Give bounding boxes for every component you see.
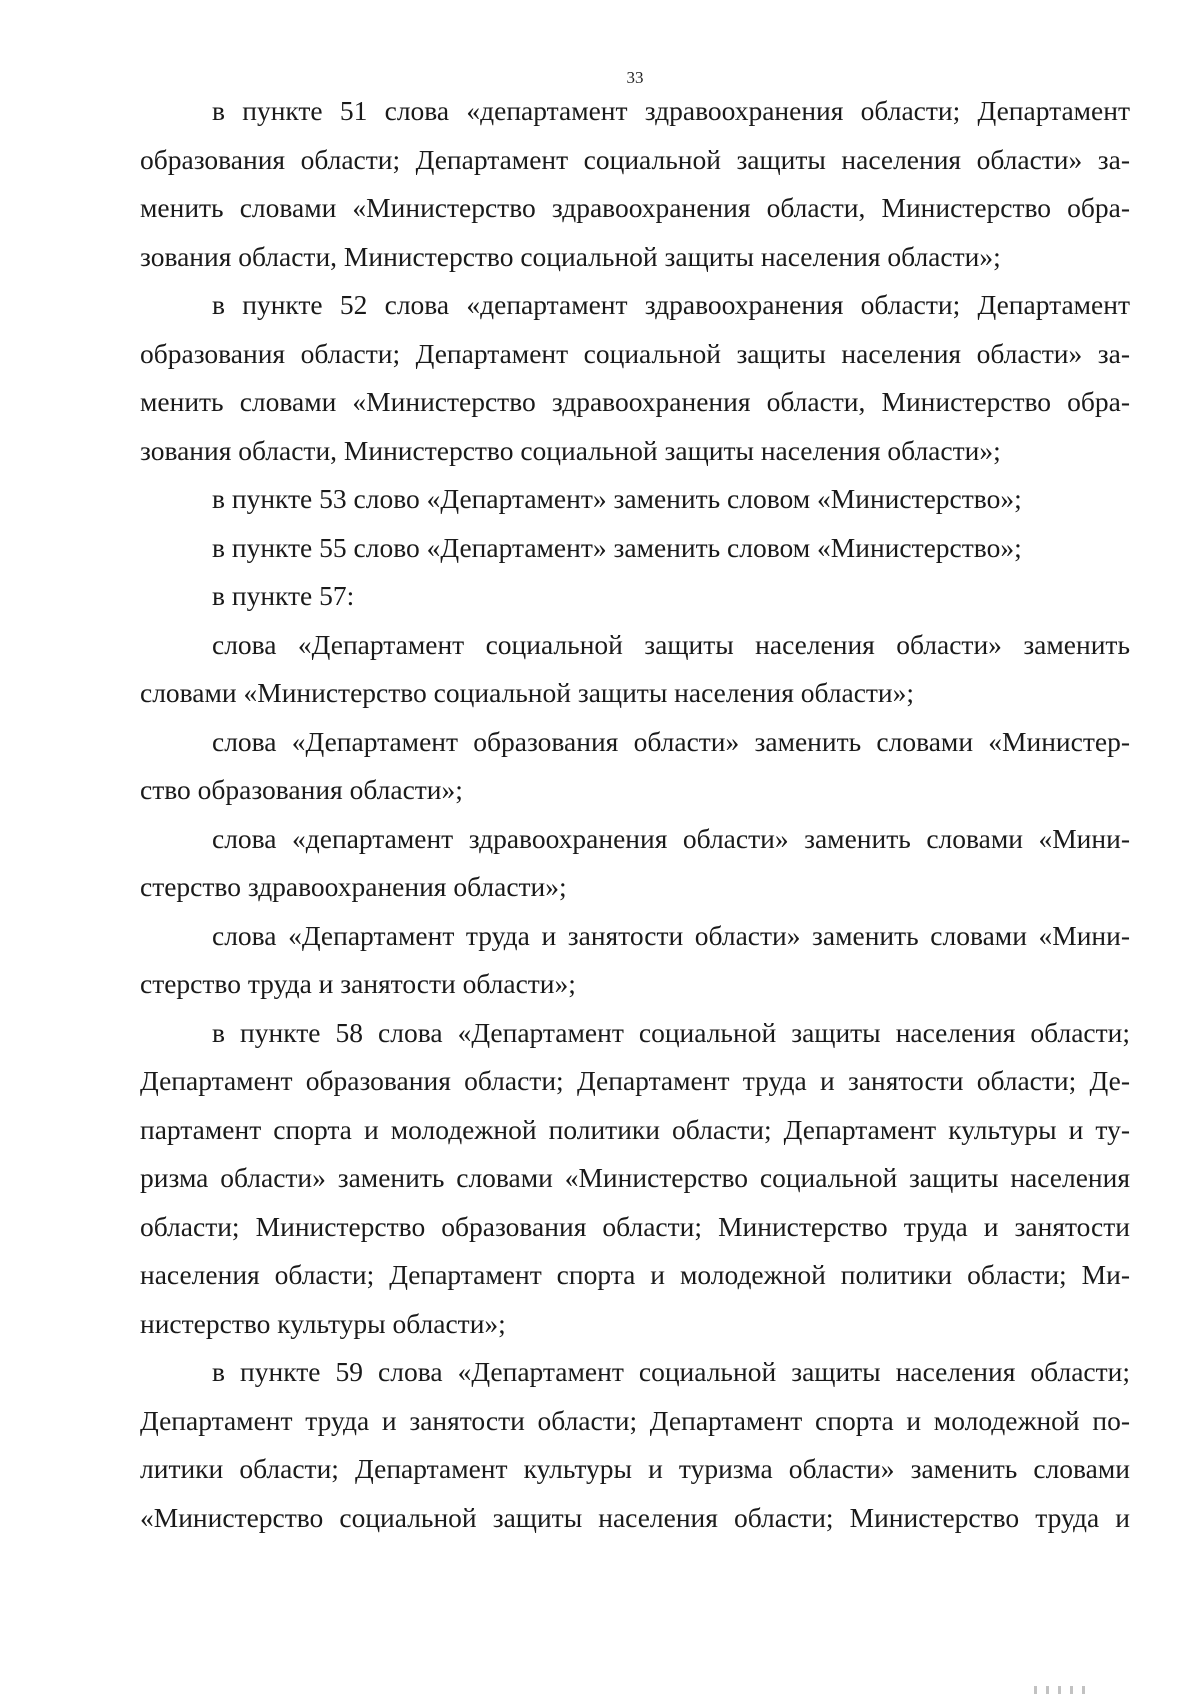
document-body [140,87,1130,1542]
text-line: населения области; Департамент спорта и молодежной политики области; Ми- [140,1259,1130,1290]
text-line: в пункте 59 слова «Департамент социальной защиты населения области; [212,1356,1130,1387]
paragraph [140,815,1130,912]
text-line: слова «Департамент социальной защиты населения области» заменить [212,628,1130,660]
paragraph [140,524,1130,573]
text-line: слова «Департамент образования области» заменить словами «Министер- [212,725,1130,757]
text-line: в пункте 51 слова «департамент здравоохранения области; Департамент [212,95,1130,126]
paragraph [140,621,1130,718]
text-line: словами «Министерство социальной защиты населения области»; [140,677,915,708]
text-line: партамент спорта и молодежной политики области; Департамент культуры и ту- [140,1113,1130,1145]
text-line: стерство здравоохранения области»; [140,871,567,902]
text-line: Департамент образования области; Департамент труда и занятости области; Де- [140,1065,1130,1096]
text-line: в пункте 53 слово «Департамент» заменить словом «Министерство»; [212,483,1022,514]
text-line: зования области, Министерство социальной защиты населения области»; [140,240,1001,272]
text-line: в пункте 55 слово «Департамент» заменить словом «Министерство»; [212,531,1022,563]
text-line: нистерство культуры области»; [140,1307,506,1339]
text-line: ризма области» заменить словами «Министерство социальной защиты населения [140,1162,1130,1193]
text-line: менить словами «Министерство здравоохранения области, Министерство обра- [140,192,1130,223]
text-line: в пункте 57: [212,580,355,611]
page-number: 33 [626,68,644,87]
text-line: менить словами «Министерство здравоохранения области, Министерство обра- [140,386,1130,417]
paragraph [140,912,1130,1009]
text-line: Департамент труда и занятости области; Департамент спорта и молодежной по- [140,1404,1130,1436]
paragraph [140,87,1130,281]
text-line: образования области; Департамент социальной защиты населения области» за- [140,143,1130,175]
paragraph [140,718,1130,815]
text-line: области; Министерство образования области; Министерство труда и занятости [140,1210,1130,1242]
paragraph [140,1009,1130,1349]
text-line: стерство труда и занятости области»; [140,968,576,999]
text-line: слова «департамент здравоохранения области» заменить словами «Мини- [212,822,1130,854]
text-line: образования области; Департамент социальной защиты населения области» за- [140,337,1130,369]
scan-artifact [1034,1681,1164,1691]
paragraph [140,475,1130,524]
text-line: литики области; Департамент культуры и туризма области» заменить словами [140,1453,1130,1484]
text-line: зования области, Министерство социальной защиты населения области»; [140,434,1001,466]
text-line: «Министерство социальной защиты населения области; Министерство труда и [140,1501,1130,1533]
paragraph [140,572,1130,621]
text-line: в пункте 58 слова «Департамент социальной защиты населения области; [212,1016,1130,1048]
paragraph [140,281,1130,475]
text-line: в пункте 52 слова «департамент здравоохранения области; Департамент [212,289,1130,320]
text-line: ство образования области»; [140,774,463,805]
paragraph [140,1348,1130,1542]
text-line: слова «Департамент труда и занятости области» заменить словами «Мини- [212,919,1130,951]
